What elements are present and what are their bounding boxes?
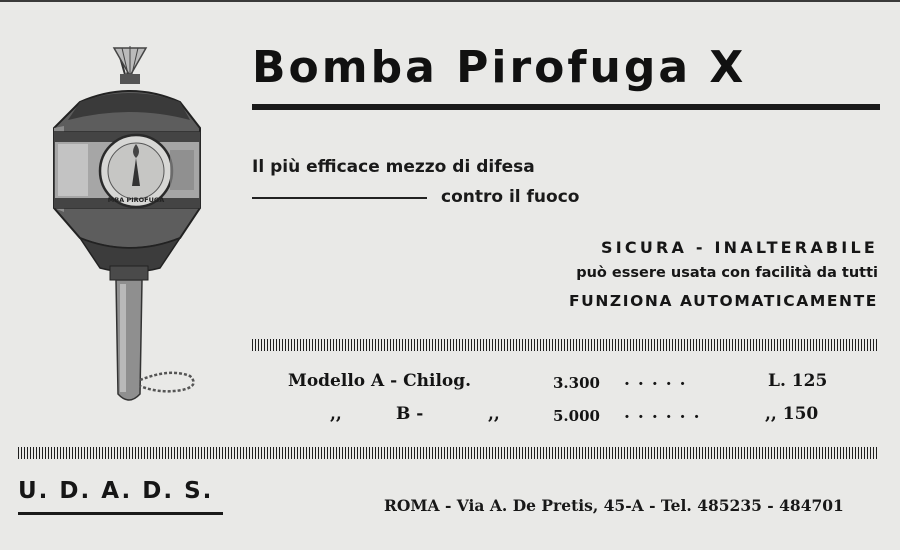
product-label: MBA PIROFUGA	[107, 196, 165, 204]
tagline-dash-rule	[252, 197, 427, 199]
title-underline	[252, 104, 880, 110]
fuse-top	[114, 46, 146, 84]
model-b-ditto-mark: ,,	[330, 404, 342, 424]
model-b-weight: 5.000	[553, 407, 600, 425]
feature-easy-use: può essere usata con facilità da tutti	[576, 265, 878, 281]
model-a-weight: 3.300	[553, 374, 600, 392]
ad-title: Bomba Pirofuga X	[252, 42, 747, 93]
model-a-label: Modello A - Chilog.	[288, 371, 472, 391]
bomb-handle	[110, 266, 194, 400]
top-border	[0, 0, 900, 2]
company-address: ROMA - Via A. De Pretis, 45-A - Tel. 485235 - 484701	[384, 496, 844, 515]
company-name: U. D. A. D. S.	[18, 478, 214, 504]
feature-automatic: FUNZIONA AUTOMATICAMENTE	[568, 292, 878, 310]
model-b-ditto-mark-2: ,,	[488, 404, 500, 424]
model-a-leader-dots: .....	[624, 370, 694, 390]
feature-safe-unalterable: SICURA - INALTERABILE	[601, 238, 878, 257]
bomb-body	[54, 91, 200, 272]
model-b-price: ,, 150	[765, 404, 819, 424]
hatched-divider-upper	[252, 339, 878, 351]
hatched-divider-lower	[18, 447, 878, 459]
company-underline	[18, 512, 223, 515]
model-b-leader-dots: ......	[624, 403, 708, 423]
model-a-price: L. 125	[768, 371, 828, 391]
tagline-line-2: contro il fuoco	[441, 187, 580, 207]
tagline-line-1: Il più efficace mezzo di difesa	[252, 157, 535, 177]
model-b-label: B -	[396, 404, 424, 424]
fire-extinguisher-bomb-illustration	[40, 40, 220, 420]
